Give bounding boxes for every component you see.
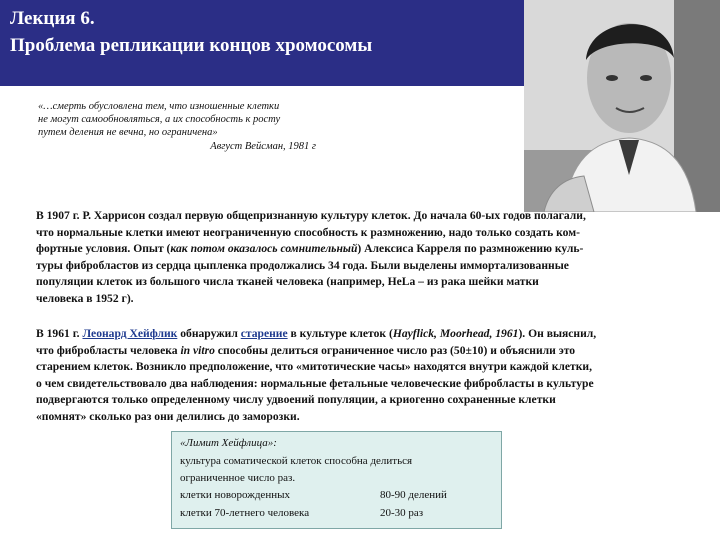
title-line-1: Лекция 6. bbox=[10, 8, 95, 29]
paragraph-line: человека в 1952 г). bbox=[36, 291, 134, 305]
text-run: в культуре клеток ( bbox=[287, 327, 393, 340]
text-run: фортные условия. Опыт ( bbox=[36, 242, 171, 255]
box-row-elderly bbox=[180, 506, 490, 521]
hayflick-limit-box bbox=[171, 431, 502, 529]
paragraph-line: «помнят» сколько раз они делились до заморозки. bbox=[36, 409, 300, 423]
box-row-newborn bbox=[180, 488, 490, 503]
paragraph-line: подвергаются только определенному числу удвоений популяции, а криогенно сохраненные клетки bbox=[36, 393, 556, 406]
box-title: «Лимит Хейфлица»: bbox=[180, 437, 277, 449]
quote-line: не могут самообновляться, а их способность к росту bbox=[38, 114, 281, 125]
text-run: В 1961 г. bbox=[36, 327, 83, 340]
italic-citation: Hayflick, Moorhead, 1961 bbox=[392, 327, 519, 340]
quote-author: Август Вейсман, 1981 г bbox=[210, 141, 316, 152]
paragraph-line bbox=[36, 241, 586, 258]
paragraph-line: популяции клеток из большого числа тканей человека (например, HeLa – из рака шейки матки bbox=[36, 275, 539, 288]
senescence-link[interactable]: старение bbox=[240, 327, 288, 340]
text-run: способны делиться ограниченное число раз (50±10) и объяснили это bbox=[214, 343, 576, 357]
paragraph-line: о чем свидетельствовало два наблюдения: нормальные фетальные человеческие фибробласты в культуре bbox=[36, 376, 594, 390]
text-run: обнаружил bbox=[177, 327, 241, 340]
box-definition-line: культура соматической клеток способна делиться bbox=[180, 455, 413, 467]
paragraph-harrison bbox=[36, 208, 586, 307]
text-run: что фибробласты человека bbox=[36, 343, 181, 357]
page-title bbox=[10, 5, 372, 59]
paragraph-line bbox=[36, 326, 596, 343]
quote-line: «…смерть обусловлена тем, что изношенные клетки bbox=[38, 101, 280, 112]
paragraph-line: что нормальные клетки имеют неограниченную способность к размножению, надо только создать ком- bbox=[36, 225, 580, 239]
row-value: 80-90 делений bbox=[380, 489, 447, 501]
row-value: 20-30 раз bbox=[380, 507, 424, 519]
row-label: клетки новорожденных bbox=[180, 489, 290, 501]
quote-line: путем деления не вечна, но ограничена» bbox=[38, 127, 218, 138]
row-label: клетки 70-летнего человека bbox=[180, 507, 310, 519]
weismann-quote bbox=[38, 100, 316, 153]
title-banner bbox=[0, 0, 524, 86]
paragraph-line bbox=[36, 343, 596, 360]
italic-text: in vitro bbox=[180, 343, 215, 357]
italic-text: как потом оказалось сомнительный bbox=[170, 242, 358, 255]
text-run: ) Алексиса Карреля по размножению куль- bbox=[357, 242, 584, 255]
title-line-2: Проблема репликации концов хромосомы bbox=[10, 35, 373, 56]
text-run: ). Он выяснил, bbox=[518, 327, 597, 340]
hayflick-link[interactable]: Леонард Хейфлик bbox=[82, 327, 178, 340]
paragraph-line: старением клеток. Возникло предположение, что «митотические часы» находятся внутри каждой клетки, bbox=[36, 360, 593, 373]
paragraph-line: туры фибробластов из сердца цыпленка продолжались 34 года. Были выделены иммортализованные bbox=[36, 258, 569, 272]
portrait-illustration bbox=[524, 0, 720, 212]
paragraph-line: В 1907 г. Р. Харрисон создал первую общепризнанную культуру клеток. До начала 60-ых годов полагали, bbox=[36, 209, 586, 222]
portrait-photo bbox=[524, 0, 720, 212]
paragraph-hayflick bbox=[36, 326, 596, 425]
box-definition-line: ограниченное число раз. bbox=[180, 472, 296, 484]
